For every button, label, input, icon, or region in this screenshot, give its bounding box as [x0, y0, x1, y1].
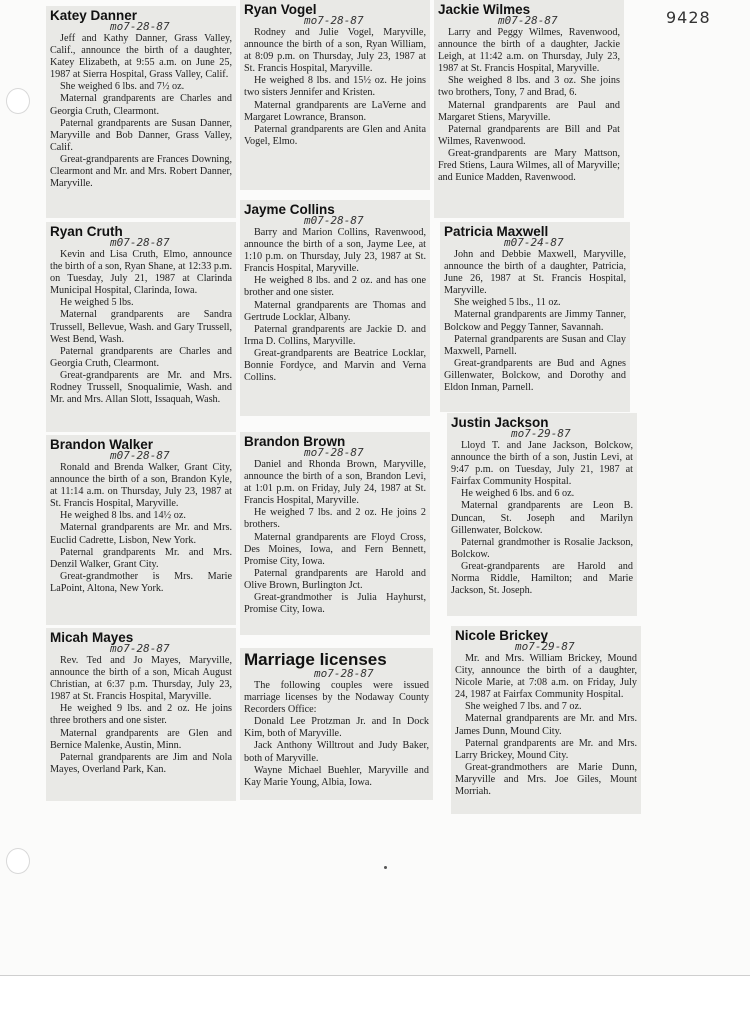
clipping-headline: Brandon Walker [50, 437, 154, 452]
clipping-justin-jackson [447, 413, 637, 616]
clipping-paragraph: Paternal grandparents are Mr. and Mrs. Larry Brickey, Mound City. [455, 737, 637, 761]
clipping-paragraph: Jack Anthony Willtrout and Judy Baker, both of Maryville. [244, 740, 429, 764]
clipping-paragraph: Mr. and Mrs. William Brickey, Mound City, announce the birth of a daughter, Nicole Marie, at 7:08 a.m. on Friday, July 24, 1987 at Fairfax Community Hospital. [455, 653, 637, 701]
date-stamp: mo7-29-87 [515, 640, 575, 653]
clipping-paragraph: Daniel and Rhonda Brown, Maryville, announce the birth of a son, Brandon Levi, at 1:01 p.m. on Friday, July 24, 1987 at St. Francis Hospital, Maryville. [244, 459, 426, 507]
clipping-ryan-vogel [240, 0, 430, 190]
clipping-paragraph: Maternal grandparents are Sandra Trussell, Bellevue, Wash. and Gary Trussell, West Bend, Wash. [50, 309, 232, 345]
clipping-jayme-collins [240, 200, 430, 416]
clipping-paragraph: Lloyd T. and Jane Jackson, Bolckow, announce the birth of a son, Justin Levi, at 9:47 p.m. on Tuesday, July 21, 1987 at Fairfax Community Hospital. [451, 440, 633, 488]
clipping-headline: Jayme Collins [244, 202, 335, 217]
date-stamp: mo7-28-87 [110, 642, 170, 655]
binder-hole [6, 848, 30, 874]
stray-mark [384, 866, 387, 869]
clipping-ryan-cruth [46, 222, 236, 432]
date-stamp: mo7-28-87 [110, 20, 170, 33]
clipping-paragraph: She weighed 6 lbs. and 7½ oz. [60, 81, 185, 93]
date-stamp: m07-28-87 [110, 236, 170, 249]
clipping-paragraph: Maternal grandparents are Leon B. Duncan, St. Joseph and Marilyn Gillenwater, Bolckow. [451, 500, 633, 536]
clipping-paragraph: Paternal grandparents are Jackie D. and Irma D. Collins, Maryville. [244, 323, 426, 347]
date-stamp: m07-28-87 [498, 14, 558, 27]
clipping-paragraph: He weighed 8 lbs. and 15½ oz. He joins two sisters Jennifer and Kristen. [244, 75, 426, 99]
clipping-paragraph: Paternal grandparents are Glen and Anita Vogel, Elmo. [244, 123, 426, 147]
clipping-paragraph: Great-grandparents are Frances Downing, Clearmont and Mr. and Mrs. Robert Danner, Maryville. [50, 153, 232, 190]
clipping-headline: Brandon Brown [244, 434, 346, 449]
clipping-paragraph: Maternal grandparents are Paul and Margaret Stiens, Maryville. [438, 99, 620, 123]
date-stamp: m07-28-87 [110, 449, 170, 462]
page-number: 9428 [666, 8, 711, 27]
clipping-paragraph: He weighed 8 lbs. and 2 oz. and has one brother and one sister. [244, 275, 426, 299]
clipping-paragraph: Maternal grandparents are LaVerne and Margaret Lowrance, Branson. [244, 99, 426, 123]
clipping-paragraph: He weighed 8 lbs. and 14½ oz. [60, 510, 186, 522]
clipping-paragraph: Paternal grandparents are Susan and Clay Maxwell, Parnell. [444, 333, 626, 357]
clipping-paragraph: Paternal grandparents are Harold and Olive Brown, Burlington Jct. [244, 567, 426, 591]
clipping-brandon-walker [46, 435, 236, 625]
clipping-paragraph: Paternal grandmother is Rosalie Jackson, Bolckow. [451, 536, 633, 560]
clipping-paragraph: He weighed 5 lbs. [60, 297, 134, 309]
clipping-paragraph: Great-grandparents are Bud and Agnes Gillenwater, Bolckow, and Dorothy and Eldon Inman, Parnell. [444, 357, 626, 394]
clipping-jackie-wilmes [434, 0, 624, 218]
clipping-paragraph: Great-grandparents are Beatrice Locklar, Bonnie Fordyce, and Marvin and Verna Collins. [244, 347, 426, 384]
clipping-paragraph: Maternal grandparents are Glen and Bernice Malenke, Austin, Minn. [50, 727, 232, 751]
clipping-nicole-brickey [451, 626, 641, 814]
clipping-paragraph: Maternal grandparents are Thomas and Gertrude Locklar, Albany. [244, 299, 426, 323]
clipping-micah-mayes [46, 628, 236, 801]
clipping-headline: Ryan Cruth [50, 224, 123, 239]
clipping-katey-danner [46, 6, 236, 218]
clipping-paragraph: Maternal grandparents are Mr. and Mrs. James Dunn, Mound City. [455, 713, 637, 737]
clipping-patricia-maxwell [440, 222, 630, 412]
clipping-paragraph: Paternal grandparents are Charles and Georgia Cruth, Clearmont. [50, 345, 232, 369]
clipping-paragraph: Great-grandparents are Mary Mattson, Fred Stiens, Laura Wilmes, all of Maryville; and Eunice Madden, Ravenwood. [438, 147, 620, 184]
clipping-headline: Nicole Brickey [455, 628, 549, 643]
clipping-paragraph: He weighed 7 lbs. and 2 oz. He joins 2 brothers. [244, 507, 426, 531]
clipping-paragraph: John and Debbie Maxwell, Maryville, announce the birth of a daughter, Patricia, June 26, 1987 at St. Francis Hospital, Maryville. [444, 249, 626, 297]
clipping-paragraph: Great-grandmothers are Marie Dunn, Maryville and Mrs. Joe Giles, Mount Morriah. [455, 761, 637, 798]
clipping-paragraph: Donald Lee Protzman Jr. and In Dock Kim, both of Maryville. [244, 716, 429, 740]
clipping-headline: Jackie Wilmes [438, 2, 531, 17]
clipping-paragraph: Rev. Ted and Jo Mayes, Maryville, announce the birth of a son, Micah August Christian, at 6:37 p.m. Thursday, July 23, 1987 at St. Francis Hospital, Maryville. [50, 655, 232, 703]
clipping-paragraph: She weighed 8 lbs. and 3 oz. She joins two brothers, Tony, 7 and Brad, 6. [438, 75, 620, 99]
clipping-headline: Ryan Vogel [244, 2, 317, 17]
clipping-paragraph: Great-grandmother is Mrs. Marie LaPoint, Altona, New York. [50, 570, 232, 594]
date-stamp: mo7-29-87 [511, 427, 571, 440]
clipping-paragraph: Rodney and Julie Vogel, Maryville, announce the birth of a son, Ryan William, at 8:09 p.m. on Thursday, July 23, 1987 at St. Francis Hospital, Maryville. [244, 27, 426, 75]
clipping-paragraph: Paternal grandparents are Jim and Nola Mayes, Overland Park, Kan. [50, 751, 232, 775]
date-stamp: m07-28-87 [304, 214, 364, 227]
clipping-paragraph: Paternal grandparents are Bill and Pat Wilmes, Ravenwood. [438, 123, 620, 147]
clipping-headline: Katey Danner [50, 8, 138, 23]
clipping-headline: Marriage licenses [244, 650, 387, 669]
date-stamp: mo7-28-87 [304, 14, 364, 27]
clipping-marriage-licenses [240, 648, 433, 800]
clipping-paragraph: Great-grandparents are Mr. and Mrs. Rodney Trussell, Snoqualimie, Wash. and Mr. and Mrs. Allan Slott, Issaquah, Wash. [50, 369, 232, 406]
clipping-headline: Micah Mayes [50, 630, 134, 645]
clipping-paragraph: Barry and Marion Collins, Ravenwood, announce the birth of a son, Jayme Lee, at 1:10 p.m. on Thursday, July 23, 1987 at St. Francis Hospital, Maryville. [244, 227, 426, 275]
clipping-paragraph: Maternal grandparents are Jimmy Tanner, Bolckow and Peggy Tanner, Savannah. [444, 309, 626, 333]
clipping-paragraph: She weighed 7 lbs. and 7 oz. [465, 701, 582, 713]
clipping-paragraph: She weighed 5 lbs., 11 oz. [454, 297, 561, 309]
clipping-paragraph: He weighed 6 lbs. and 6 oz. [461, 488, 575, 500]
clipping-paragraph: Larry and Peggy Wilmes, Ravenwood, announce the birth of a daughter, Jackie Leigh, at 11:42 a.m. on Thursday, July 23, 1987 at St. Francis Hospital, Maryville. [438, 27, 620, 75]
clipping-paragraph: Great-grandmother is Julia Hayhurst, Promise City, Iowa. [244, 592, 426, 616]
clipping-paragraph: Great-grandparents are Harold and Norma Riddle, Hamilton; and Marie Jackson, St. Joseph. [451, 560, 633, 597]
clipping-paragraph: Jeff and Kathy Danner, Grass Valley, Calif., announce the birth of a daughter, Katey Elizabeth, at 9:55 a.m. on June 25, 1987 at Sierra Hospital, Grass Valley, Calif. [50, 33, 232, 81]
date-stamp: mo7-28-87 [304, 446, 364, 459]
clipping-paragraph: Maternal grandparents are Mr. and Mrs. Euclid Cadrette, Lisbon, New York. [50, 522, 232, 546]
clipping-paragraph: He weighed 9 lbs. and 2 oz. He joins three brothers and one sister. [50, 703, 232, 727]
clipping-headline: Patricia Maxwell [444, 224, 549, 239]
clipping-paragraph: Wayne Michael Buehler, Maryville and Kay Marie Young, Albia, Iowa. [244, 764, 429, 788]
clipping-brandon-brown [240, 432, 430, 635]
clipping-headline: Justin Jackson [451, 415, 549, 430]
clipping-paragraph: The following couples were issued marriage licenses by the Nodaway County Recorders Office: [244, 680, 429, 716]
clipping-paragraph: Maternal grandparents are Floyd Cross, Des Moines, Iowa, and Fern Bennett, Promise City, Iowa. [244, 531, 426, 567]
date-stamp: mo7-28-87 [314, 667, 374, 680]
binder-hole [6, 88, 30, 114]
clipping-paragraph: Maternal grandparents are Charles and Georgia Cruth, Clearmont. [50, 93, 232, 117]
clipping-paragraph: Ronald and Brenda Walker, Grant City, announce the birth of a son, Brandon Kyle, at 11:14 a.m. on Thursday, July 23, 1987 at St. Francis Hospital, Maryville. [50, 462, 232, 510]
date-stamp: m07-24-87 [504, 236, 564, 249]
clipping-paragraph: Kevin and Lisa Cruth, Elmo, announce the birth of a son, Ryan Shane, at 12:33 p.m. on Tuesday, July 21, 1987 at Clarinda Municipal Hospital, Clarinda, Iowa. [50, 249, 232, 297]
clipping-paragraph: Paternal grandparents are Susan Danner, Maryville and Bob Danner, Grass Valley, Calif. [50, 117, 232, 153]
clipping-paragraph: Paternal grandparents Mr. and Mrs. Denzil Walker, Grant City. [50, 546, 232, 570]
